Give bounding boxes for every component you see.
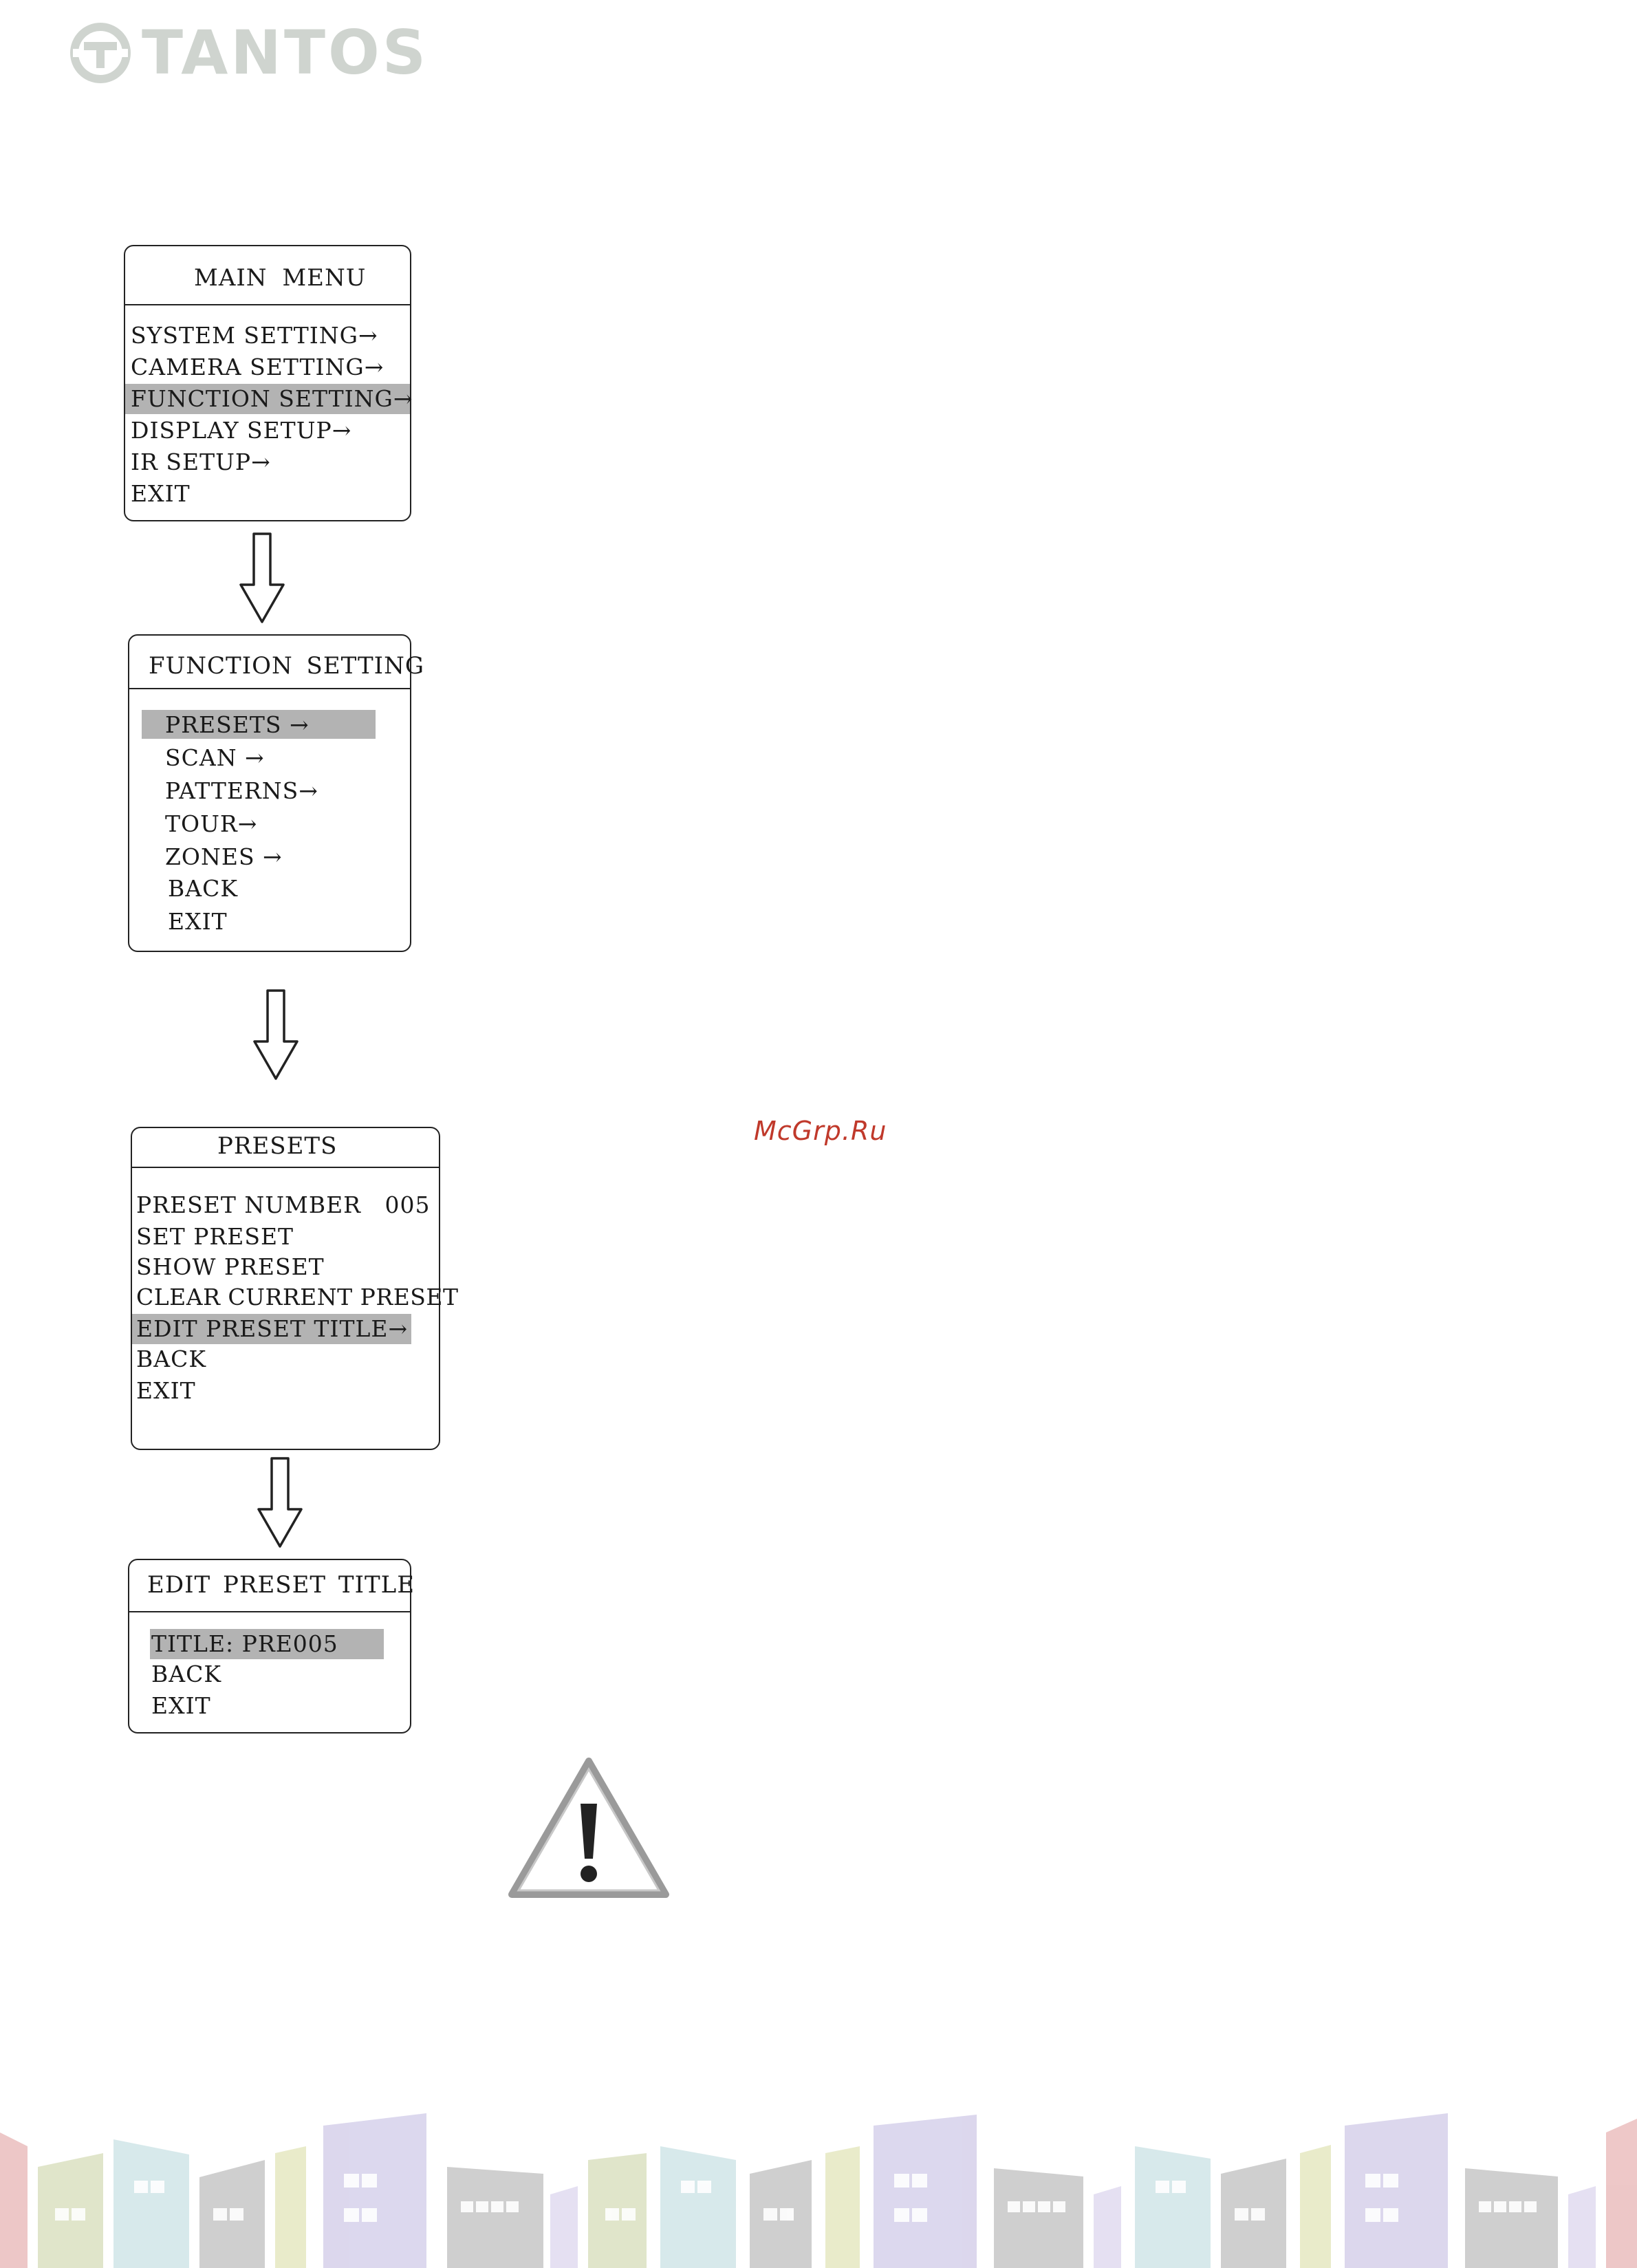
menu-item-scan[interactable]: SCAN → [165, 744, 265, 771]
down-arrow-icon [238, 531, 286, 627]
menu-item-set-preset[interactable]: SET PRESET [136, 1223, 294, 1250]
menu-item-show-preset[interactable]: SHOW PRESET [136, 1253, 325, 1280]
menu-item-exit[interactable]: EXIT [131, 480, 191, 507]
menu-item-display-setup[interactable]: DISPLAY SETUP→ [131, 417, 352, 444]
warning-triangle-icon [506, 1756, 671, 1901]
menu-item-exit[interactable]: EXIT [151, 1692, 211, 1719]
down-arrow-icon [252, 988, 300, 1084]
title-input[interactable]: TITLE: PRE005 [151, 1630, 338, 1657]
menu-item-exit[interactable]: EXIT [136, 1377, 196, 1404]
menu-item-ir-setup[interactable]: IR SETUP→ [131, 449, 271, 475]
main-menu-title: MAIN MENU [194, 264, 367, 292]
watermark-text: McGrp.Ru [754, 1116, 887, 1146]
menu-item-back[interactable]: BACK [168, 875, 238, 902]
menu-item-back[interactable]: BACK [136, 1346, 206, 1372]
tantos-logo-icon [69, 21, 132, 85]
menu-item-tour[interactable]: TOUR→ [165, 810, 258, 837]
main-menu-panel [124, 245, 411, 521]
edit-preset-title-heading: EDIT PRESET TITLE [147, 1571, 415, 1599]
function-setting-panel [128, 634, 424, 952]
menu-item-zones[interactable]: ZONES → [165, 843, 283, 870]
menu-item-back[interactable]: BACK [151, 1661, 221, 1687]
menu-item-system-setting[interactable]: SYSTEM SETTING→ [131, 322, 378, 349]
logo-text: TANTOS [142, 17, 429, 88]
buildings-decoration [0, 2105, 1637, 2268]
function-setting-title: FUNCTION SETTING [149, 652, 424, 680]
edit-preset-title-panel [128, 1559, 415, 1734]
menu-item-exit[interactable]: EXIT [168, 908, 228, 935]
menu-item-presets[interactable]: PRESETS → [165, 711, 310, 738]
menu-item-function-setting[interactable]: FUNCTION SETTING→ [131, 385, 413, 412]
down-arrow-icon [256, 1456, 304, 1552]
brand-logo [69, 15, 440, 91]
menu-item-patterns[interactable]: PATTERNS→ [165, 777, 318, 804]
presets-panel [131, 1127, 459, 1450]
preset-number-field[interactable]: PRESET NUMBER 005 [136, 1191, 431, 1218]
menu-item-clear-current-preset[interactable]: CLEAR CURRENT PRESET [136, 1284, 459, 1310]
presets-title: PRESETS [217, 1132, 338, 1160]
menu-item-edit-preset-title[interactable]: EDIT PRESET TITLE→ [136, 1315, 409, 1342]
menu-item-camera-setting[interactable]: CAMERA SETTING→ [131, 354, 384, 380]
